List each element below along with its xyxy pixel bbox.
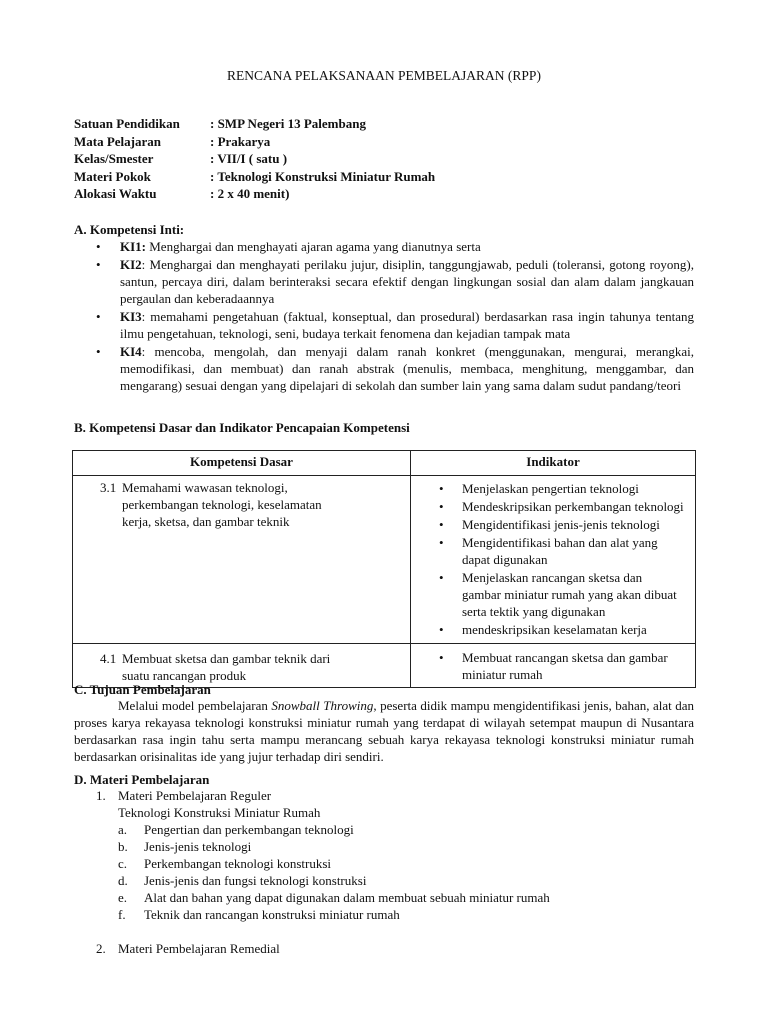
tujuan-paragraph [74, 697, 694, 765]
identity-label: Materi Pokok [74, 168, 151, 184]
item-letter: b. [118, 839, 128, 854]
kd-cell [73, 476, 411, 644]
indicator-item: • Mendeskripsikan perkembangan teknologi [439, 498, 684, 515]
tujuan-text-end: , peserta didik mampu mengidentifikasi jenis, bahan, alat dan proses karya rekayasa teknologi konstruksi miniatur rumah yang terdapat di wilayah setempat maupun di Nusantara berdasarkan rasa ingin tahu serta mampu merancang sebuah karya rekayasa teknologi konstruksi miniatur rumah berdasarkan orisinalitas ide yang jujur terhadap diri sendiri. [74, 698, 694, 764]
tujuan-text-start: Melalui model pembelajaran [118, 698, 272, 713]
ki-text: : memahami pengetahuan (faktual, konseptual, dan prosedural) berdasarkan rasa ingin tahunya tentang ilmu pengetahuan, teknologi, seni, budaya terkait fenomena dan kejadian tampak mata [120, 309, 694, 341]
item-text: Jenis-jenis dan fungsi teknologi konstruksi [144, 873, 367, 888]
identity-value: : SMP Negeri 13 Palembang [210, 116, 366, 131]
ki-text: : mencoba, mengolah, dan menyaji dalam ranah konkret (menggunakan, mengurai, merangkai, memodifikasi, dan membuat) dan ranah abstrak (menulis, membaca, menghitung, menggambar, dan mengarang) sesuai dengan yang dipelajari di sekolah dan sumber lain yang sama dalam sudut pandang/teori [120, 344, 694, 393]
list-item [118, 821, 656, 838]
document-title: RENCANA PELAKSANAAN PEMBELAJARAN (RPP) [227, 68, 541, 83]
list-item [96, 308, 694, 342]
ki-code: KI4 [120, 344, 142, 359]
model-name: Snowball Throwing [271, 698, 374, 713]
kd-text: Memahami wawasan teknologi, perkembangan teknologi, keselamatan kerja, sketsa, dan gambar teknik [122, 480, 322, 529]
indicator-cell [411, 644, 696, 688]
item-text: Pengertian dan perkembangan teknologi [144, 822, 354, 837]
item-text: Perkembangan teknologi konstruksi [144, 856, 332, 871]
ki-code: KI1: [120, 239, 146, 254]
identity-row [74, 185, 435, 203]
indicator-cell [411, 476, 696, 644]
list-item [96, 343, 694, 394]
materi-subtitle: Teknologi Konstruksi Miniatur Rumah [118, 805, 321, 820]
ki-code: KI2 [120, 257, 142, 272]
kompetensi-inti-list [96, 238, 694, 395]
table-header-row [73, 451, 696, 476]
identity-row [74, 115, 435, 133]
item-text: Alat dan bahan yang dapat digunakan dalam membuat sebuah miniatur rumah [144, 890, 550, 905]
item-letter: c. [118, 856, 128, 871]
identity-value: : VII/I ( satu ) [210, 151, 288, 166]
item-label: Materi Pembelajaran Remedial [118, 941, 280, 956]
indicator-item: • Menjelaskan pengertian teknologi [439, 480, 684, 497]
kd-number: 4.1 [100, 651, 117, 666]
list-item [118, 889, 656, 906]
materi-list [96, 787, 656, 957]
identity-value: : 2 x 40 menit) [210, 186, 290, 201]
column-header-indikator: Indikator [411, 451, 696, 476]
section-c-heading: C. Tujuan Pembelajaran [74, 682, 211, 697]
item-letter: f. [118, 907, 126, 922]
item-text: Jenis-jenis teknologi [144, 839, 252, 854]
table-row [73, 476, 696, 644]
list-item [118, 855, 656, 872]
ki-text: : Menghargai dan menghayati perilaku jujur, disiplin, tanggungjawab, peduli (toleransi, gotong royong), santun, percaya diri, dalam berinteraksi secara efektif dengan lingkungan sosial dan alam dalam jangkauan pergaulan dan keberadaannya [120, 257, 694, 306]
item-text: Teknik dan rancangan konstruksi miniatur rumah [144, 907, 400, 922]
identity-label: Satuan Pendidikan [74, 116, 180, 131]
indicator-item: • mendeskripsikan keselamatan kerja [439, 621, 684, 638]
identity-label: Alokasi Waktu [74, 186, 157, 201]
list-item [118, 838, 656, 855]
identity-label: Mata Pelajaran [74, 133, 162, 149]
indicator-item: • Mengidentifikasi bahan dan alat yang dapat digunakan [439, 534, 684, 568]
list-item [96, 256, 694, 307]
section-d-heading: D. Materi Pembelajaran [74, 772, 210, 787]
ki-code: KI3 [120, 309, 142, 324]
alpha-list [96, 821, 656, 923]
identity-value: : Teknologi Konstruksi Miniatur Rumah [210, 168, 436, 184]
section-a-heading: A. Kompetensi Inti: [74, 222, 185, 237]
kompetensi-table [72, 450, 696, 688]
item-label: Materi Pembelajaran Reguler [118, 788, 272, 803]
section-b-heading: B. Kompetensi Dasar dan Indikator Pencapaian Kompetensi [74, 420, 410, 435]
identity-value: : Prakarya [210, 133, 271, 149]
item-number: 1. [96, 788, 106, 803]
indicator-item: • Mengidentifikasi jenis-jenis teknologi [439, 516, 684, 533]
item-letter: a. [118, 822, 128, 837]
list-item [118, 872, 656, 889]
list-item [96, 238, 694, 255]
kd-number: 3.1 [100, 480, 117, 495]
ki-text: Menghargai dan menghayati ajaran agama yang dianutnya serta [146, 239, 481, 254]
list-item [96, 940, 656, 957]
kd-text: Membuat sketsa dan gambar teknik dari suatu rancangan produk [122, 651, 331, 683]
identity-label: Kelas/Smester [74, 151, 154, 166]
identity-row [74, 150, 435, 168]
item-number: 2. [96, 941, 106, 956]
indicator-item: • Menjelaskan rancangan sketsa dan gambar miniatur rumah yang akan dibuat serta tektik yang digunakan [439, 569, 684, 620]
indicator-item: • Membuat rancangan sketsa dan gambar miniatur rumah [439, 649, 684, 683]
identity-block [74, 115, 435, 203]
identity-row [74, 168, 435, 186]
item-letter: e. [118, 890, 128, 905]
item-letter: d. [118, 873, 128, 888]
list-item [118, 906, 656, 923]
column-header-kd: Kompetensi Dasar [73, 451, 411, 476]
list-item [96, 787, 656, 804]
identity-row [74, 133, 435, 151]
